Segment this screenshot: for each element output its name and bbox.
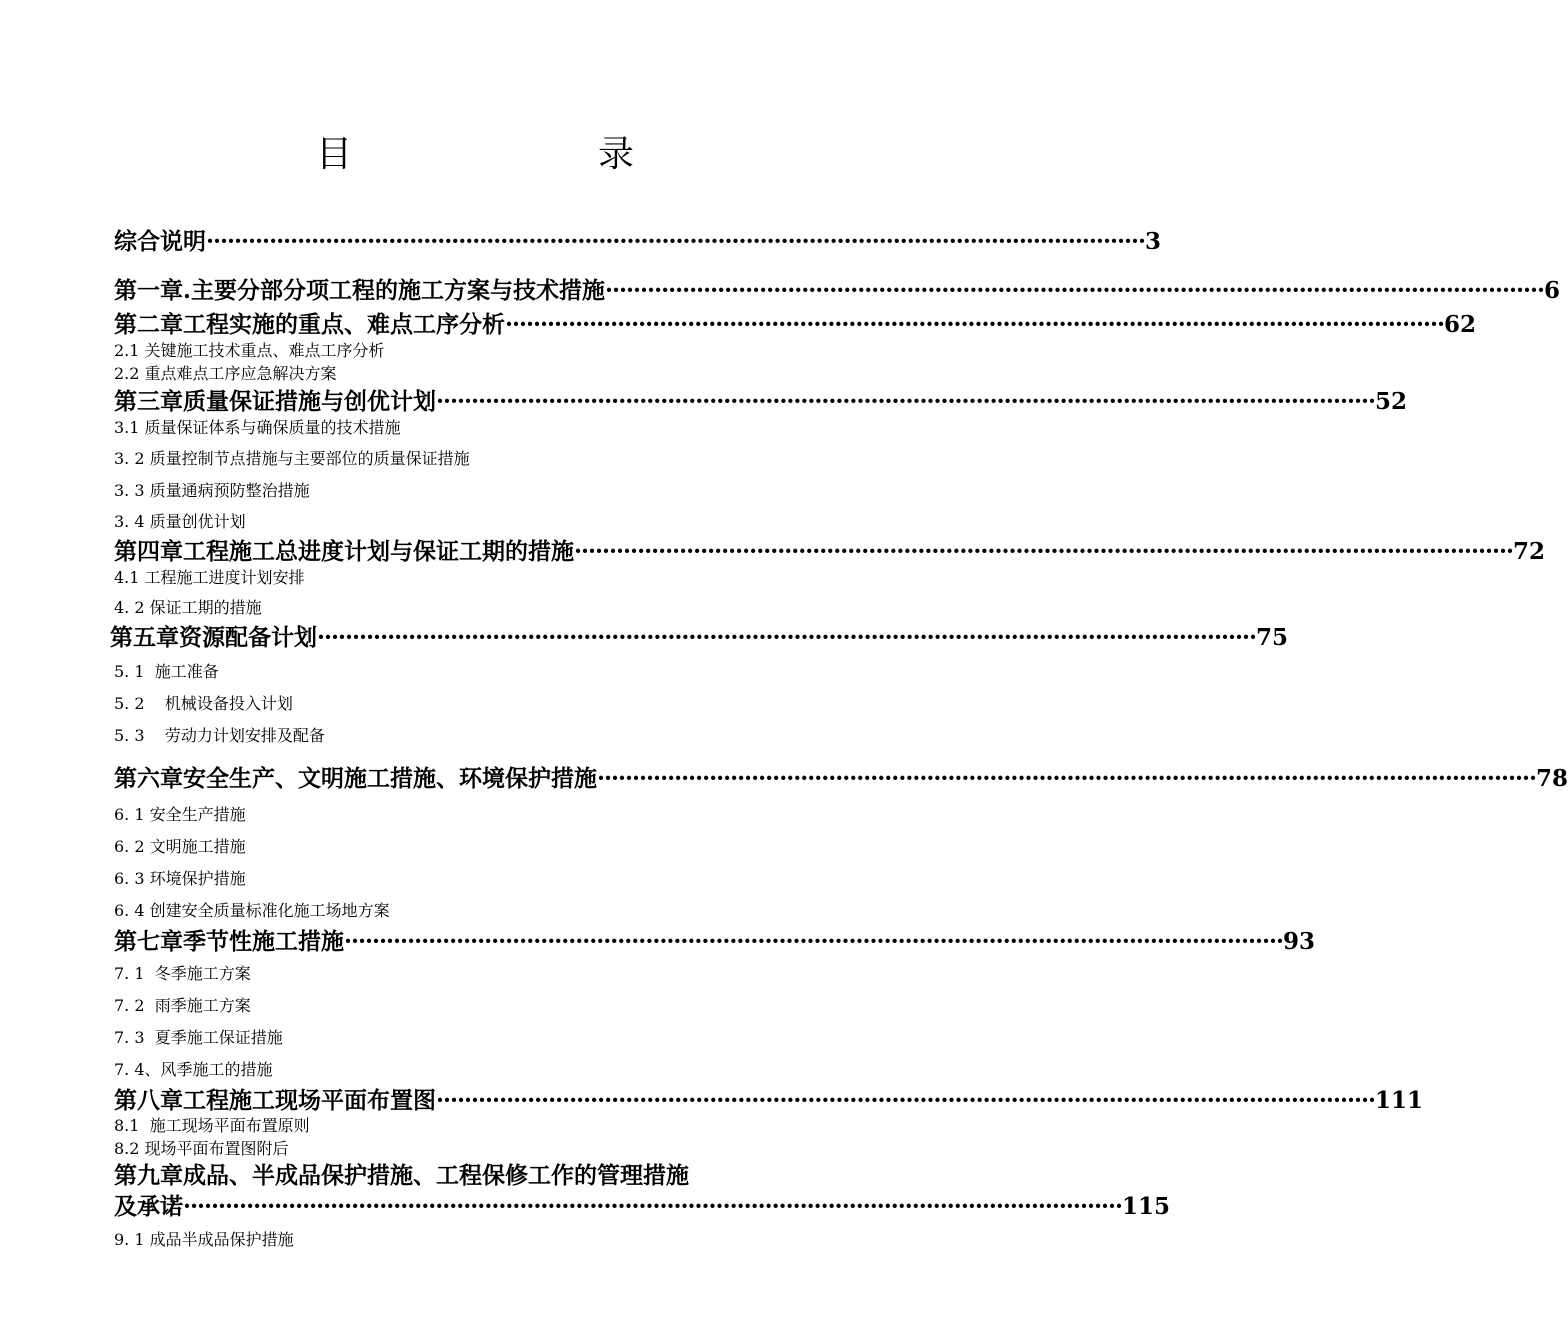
toc-subentry: 8.2 现场平面布置图附后 — [114, 1139, 289, 1158]
toc-entry-text: 及承诺 — [114, 1193, 183, 1220]
toc-entry-text: 第三章质量保证措施与创优计划 — [114, 388, 436, 415]
toc-entry-text: 第四章工程施工总进度计划与保证工期的措施 — [114, 538, 574, 565]
toc-subentry: 6. 2 文明施工措施 — [114, 837, 246, 856]
toc-subentry: 6. 1 安全生产措施 — [114, 805, 246, 824]
toc-page-number: 52 — [1374, 388, 1407, 415]
toc-subentry: 7. 3 夏季施工保证措施 — [114, 1028, 283, 1047]
toc-subentry: 9. 1 成品半成品保护措施 — [114, 1230, 294, 1249]
toc-entry-text: 综合说明 — [114, 228, 206, 255]
toc-leader: ······································································································································ — [574, 538, 1513, 565]
toc-entry — [114, 765, 1568, 793]
toc-subentry: 3. 3 质量通病预防整治措施 — [114, 481, 310, 500]
toc-entry — [114, 928, 1315, 956]
toc-subentry: 7. 2 雨季施工方案 — [114, 996, 251, 1015]
toc-entry-text: 第五章资源配备计划 — [110, 624, 317, 651]
toc-subentry: 3. 4 质量创优计划 — [114, 512, 246, 531]
toc-page-number: 62 — [1443, 311, 1476, 338]
toc-leader: ······································································································································ — [183, 1193, 1122, 1220]
toc-subentry: 8.1 施工现场平面布置原则 — [114, 1116, 310, 1135]
toc-leader: ······································································································································ — [597, 765, 1536, 792]
toc-leader: ······································································································································ — [317, 624, 1256, 651]
toc-entry — [110, 624, 1288, 652]
toc-leader: ······································································································································ — [605, 277, 1544, 304]
toc-entry-text: 第八章工程施工现场平面布置图 — [114, 1087, 436, 1114]
toc-entry — [114, 311, 1476, 339]
toc-page-number: 115 — [1121, 1193, 1170, 1220]
toc-leader: ······································································································································ — [344, 928, 1283, 955]
toc-subentry: 6. 3 环境保护措施 — [114, 869, 246, 888]
toc-leader: ······································································································································ — [436, 1087, 1375, 1114]
toc-subentry: 2.2 重点难点工序应急解决方案 — [114, 364, 337, 383]
toc-subentry: 4. 2 保证工期的措施 — [114, 598, 262, 617]
toc-entry — [114, 277, 1561, 305]
toc-entry — [114, 1193, 1170, 1221]
toc-page-number: 75 — [1255, 624, 1288, 651]
toc-page-number: 6 — [1544, 277, 1561, 304]
toc-subentry: 5. 3 劳动力计划安排及配备 — [114, 726, 325, 745]
toc-entry — [114, 228, 1161, 256]
toc-subentry: 2.1 关键施工技术重点、难点工序分析 — [114, 341, 385, 360]
toc-entry-text: 第七章季节性施工措施 — [114, 928, 344, 955]
toc-page-number: 93 — [1282, 928, 1315, 955]
toc-subentry: 3.1 质量保证体系与确保质量的技术措施 — [114, 418, 401, 437]
toc-subentry: 3. 2 质量控制节点措施与主要部位的质量保证措施 — [114, 449, 470, 468]
toc-page-number: 3 — [1144, 228, 1161, 255]
toc-subentry: 7. 4、风季施工的措施 — [114, 1060, 273, 1079]
toc-leader: ······································································································································ — [206, 228, 1145, 255]
toc-entry-text: 第一章.主要分部分项工程的施工方案与技术措施 — [114, 277, 606, 304]
toc-subentry: 7. 1 冬季施工方案 — [114, 964, 251, 983]
toc-subentry: 5. 2 机械设备投入计划 — [114, 694, 293, 713]
toc-entry-text: 第六章安全生产、文明施工措施、环境保护措施 — [114, 765, 597, 792]
toc-subentry: 6. 4 创建安全质量标准化施工场地方案 — [114, 901, 390, 920]
toc-page-number: 72 — [1512, 538, 1545, 565]
toc-entry — [114, 538, 1545, 566]
toc-leader: ······································································································································ — [505, 311, 1444, 338]
page-title: 目 录 — [315, 134, 692, 175]
toc-entry — [114, 1087, 1423, 1115]
toc-entry-text: 第二章工程实施的重点、难点工序分析 — [114, 311, 505, 338]
toc-page-number: 111 — [1374, 1087, 1423, 1114]
toc-page-number: 78 — [1535, 765, 1568, 792]
toc-entry-text: 第九章成品、半成品保护措施、工程保修工作的管理措施 — [114, 1162, 689, 1189]
toc-entry — [114, 388, 1407, 416]
toc-subentry: 4.1 工程施工进度计划安排 — [114, 568, 305, 587]
toc-leader: ······································································································································ — [436, 388, 1375, 415]
toc-subentry: 5. 1 施工准备 — [114, 662, 219, 681]
